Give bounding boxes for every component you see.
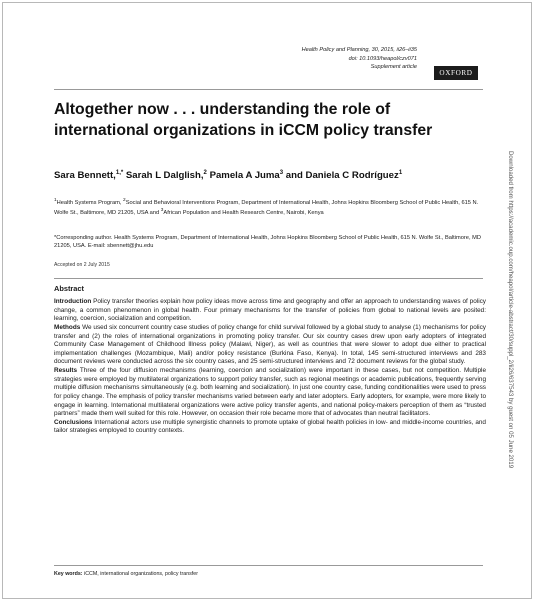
abstract-body [54, 298, 486, 436]
abstract-results: Results Three of the four diffusion mechanisms (learning, coercion and socialization) were important in these cases, but not competition. Multiple strategies were employed by multilateral organizations to support policy transfer, such as regional meetings or academic publications, frequently serving multiple diffusion mechanisms simultaneously (e.g. both learning and socialization). In just one country case, funding conditionalities were used to press for policy change. The emphasis of policy transfer mechanisms varied between early and later adopters. Early adopters, for example, were more likely to engage in learning. International multilateral organizations were active policy transfer agents, and national policy-makers perception of them as “trusted partners” made them well suited for this role. However, on occasion their role became more that of advocates than neutral facilitators. [54, 367, 486, 418]
abstract-conclusions: Conclusions International actors use multiple synergistic channels to promote uptake of global health policies in low- and middle-income countries, and tailor strategies employed to country contexts. [54, 418, 486, 435]
author[interactable]: Pamela A Juma$^3$ [209, 170, 284, 182]
journal-header [302, 46, 417, 72]
author[interactable]: Sara Bennett,$^{1,*}$ [54, 170, 124, 182]
affiliations: $^1$Health Systems Program, $^2$Social and Behavioral Interventions Program, Department of International Health, Johns Hopkins Bloomberg School of Public Health, 615 N. Wolfe St., Baltimore, MD 21205, USA and $^3$African Population and Health Research Centre, Nairobi, Kenya [54, 198, 479, 217]
journal-citation: Health Policy and Planning, 30, 2015, ii26–ii35 [301, 47, 417, 53]
abstract-introduction: Introduction Policy transfer theories explain how policy ideas move across time and geography and offer an approach to understanding waves of policy change, a common phenomenon in global health. Four primary mechanisms for the transfer of policies from global to national levels are posited: learning, coercion, socialization and competition. [54, 298, 486, 323]
author[interactable]: and Daniela C Rodríguez$^1$ [285, 170, 403, 182]
download-watermark [508, 151, 520, 579]
author[interactable]: Sarah L Dalglish,$^2$ [125, 170, 207, 182]
abstract-heading: Abstract [54, 284, 84, 293]
article-type: Supplement article [370, 64, 417, 71]
divider [54, 278, 483, 279]
oxford-logo: OXFORD [434, 66, 478, 80]
doi[interactable]: doi: 10.1093/heapol/czv071 [348, 55, 417, 62]
divider [54, 89, 483, 90]
download-watermark-text: Downloaded from https://academic.oup.com/heapol/article-abstract/30/suppl_2/ii26/637543 by guest on 05 June 2019 [507, 151, 514, 469]
divider [54, 565, 483, 566]
corresponding-author: *Corresponding author. Health Systems Program, Department of International Health, Johns Hopkins Bloomberg School of Public Health, 615 N. Wolfe St., Baltimore, MD 21205, USA. E-mail: sbennett@jhu.edu [54, 235, 481, 250]
article-title: Altogether now . . . understanding the role of international organizations in iCCM policy transfer [54, 101, 433, 139]
author-list [54, 167, 474, 183]
accepted-date: Accepted on 2 July 2015 [54, 262, 110, 268]
keywords: Key words: iCCM, international organizations, policy transfer [54, 571, 198, 577]
abstract-methods: Methods We used six concurrent country case studies of policy change for child survival followed by a global study to analyse (1) mechanisms for policy transfer and (2) the roles of international organizations in promoting policy transfer. Our six country cases drew upon early adopters of integrated Community Case Management of Childhood Illness policy (Malawi, Niger), as well as countries that were slower to adopt due either to practical implementation challenges (Mozambique, Mali) and/or policy resistance (Burkina Faso, Kenya). In total, 145 semi-structured interviews and 283 document reviews were conducted across the six country cases, and 25 semi-structured interviews and 72 document reviews for the global study. [54, 323, 486, 366]
